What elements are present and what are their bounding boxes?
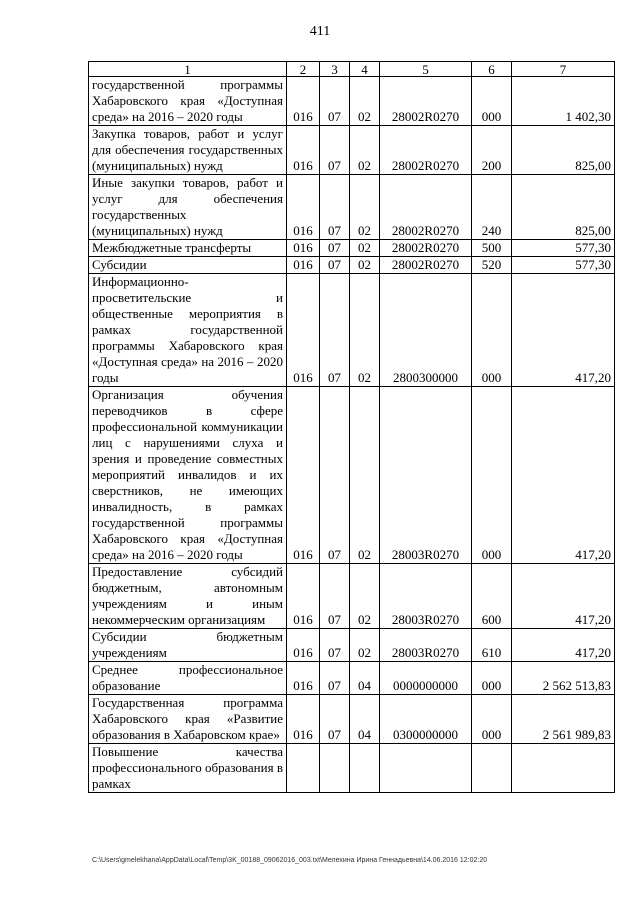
cell-subsection: 04	[350, 695, 380, 744]
cell-subsection: 02	[350, 240, 380, 257]
table-row	[89, 695, 615, 744]
cell-section	[320, 744, 350, 793]
cell-expense-type	[472, 744, 512, 793]
cell-amount	[512, 744, 615, 793]
table-row	[89, 629, 615, 662]
cell-ministry: 016	[287, 126, 320, 175]
cell-amount: 417,20	[512, 387, 615, 564]
cell-amount: 577,30	[512, 257, 615, 274]
row-name: Субсидии	[89, 257, 287, 274]
cell-subsection	[350, 744, 380, 793]
table-row	[89, 564, 615, 629]
row-name: Повышение качества профессионального образования в рамках	[89, 744, 287, 793]
page-number: 411	[309, 24, 331, 39]
column-header: 4	[350, 62, 380, 77]
row-name: Среднее профессиональное образование	[89, 662, 287, 695]
budget-table	[88, 61, 615, 793]
cell-target-article	[380, 744, 472, 793]
cell-subsection: 02	[350, 564, 380, 629]
table-row	[89, 257, 615, 274]
cell-amount: 825,00	[512, 126, 615, 175]
cell-ministry: 016	[287, 77, 320, 126]
table-row	[89, 662, 615, 695]
cell-ministry: 016	[287, 274, 320, 387]
cell-amount: 417,20	[512, 274, 615, 387]
cell-ministry: 016	[287, 240, 320, 257]
cell-section: 07	[320, 77, 350, 126]
column-header: 2	[287, 62, 320, 77]
table-row	[89, 744, 615, 793]
cell-section: 07	[320, 629, 350, 662]
cell-subsection: 02	[350, 629, 380, 662]
cell-subsection: 04	[350, 662, 380, 695]
table-row	[89, 240, 615, 257]
row-name: государственной программы Хабаровского края «Доступная среда» на 2016 – 2020 годы	[89, 77, 287, 126]
cell-expense-type: 000	[472, 77, 512, 126]
cell-target-article: 2800300000	[380, 274, 472, 387]
row-name: Государственная программа Хабаровского края «Развитие образования в Хабаровском крае»	[89, 695, 287, 744]
table-row	[89, 126, 615, 175]
cell-subsection: 02	[350, 387, 380, 564]
cell-ministry	[287, 744, 320, 793]
cell-amount: 2 562 513,83	[512, 662, 615, 695]
cell-subsection: 02	[350, 175, 380, 240]
cell-expense-type: 500	[472, 240, 512, 257]
cell-amount: 417,20	[512, 564, 615, 629]
header-row	[89, 62, 615, 77]
cell-target-article: 28002R0270	[380, 240, 472, 257]
cell-section: 07	[320, 126, 350, 175]
table-row	[89, 387, 615, 564]
cell-section: 07	[320, 175, 350, 240]
cell-ministry: 016	[287, 175, 320, 240]
row-name: Предоставление субсидий бюджетным, автономным учреждениям и иным некоммерческим организациям	[89, 564, 287, 629]
cell-section: 07	[320, 274, 350, 387]
cell-expense-type: 000	[472, 695, 512, 744]
cell-target-article: 0300000000	[380, 695, 472, 744]
cell-ministry: 016	[287, 387, 320, 564]
column-header: 1	[89, 62, 287, 77]
file-path-footer: C:\Users\gmelekhana\AppData\Local\Temp\3K_00188_09062016_003.txt\Мелехина Ирина Геннадьевна\14.06.2016 12:02:20	[92, 857, 488, 864]
table-row	[89, 274, 615, 387]
cell-amount: 825,00	[512, 175, 615, 240]
cell-target-article: 28003R0270	[380, 564, 472, 629]
cell-amount: 577,30	[512, 240, 615, 257]
column-header: 6	[472, 62, 512, 77]
table-row	[89, 175, 615, 240]
cell-section: 07	[320, 662, 350, 695]
cell-ministry: 016	[287, 629, 320, 662]
cell-ministry: 016	[287, 662, 320, 695]
cell-amount: 1 402,30	[512, 77, 615, 126]
cell-section: 07	[320, 387, 350, 564]
cell-subsection: 02	[350, 77, 380, 126]
table-row	[89, 77, 615, 126]
cell-ministry: 016	[287, 257, 320, 274]
cell-target-article: 28002R0270	[380, 126, 472, 175]
cell-target-article: 0000000000	[380, 662, 472, 695]
cell-target-article: 28002R0270	[380, 77, 472, 126]
cell-expense-type: 600	[472, 564, 512, 629]
column-header: 3	[320, 62, 350, 77]
column-header: 7	[512, 62, 615, 77]
cell-section: 07	[320, 564, 350, 629]
cell-amount: 2 561 989,83	[512, 695, 615, 744]
cell-expense-type: 240	[472, 175, 512, 240]
row-name: Межбюджетные трансферты	[89, 240, 287, 257]
cell-amount: 417,20	[512, 629, 615, 662]
row-name: Информационно-просветительские и общественные мероприятия в рамках государственной программы Хабаровского края «Доступная среда» на 2016 – 2020 годы	[89, 274, 287, 387]
cell-subsection: 02	[350, 257, 380, 274]
cell-expense-type: 000	[472, 662, 512, 695]
row-name: Субсидии бюджетным учреждениям	[89, 629, 287, 662]
column-header: 5	[380, 62, 472, 77]
cell-ministry: 016	[287, 695, 320, 744]
cell-expense-type: 520	[472, 257, 512, 274]
cell-section: 07	[320, 257, 350, 274]
cell-subsection: 02	[350, 274, 380, 387]
cell-section: 07	[320, 240, 350, 257]
cell-target-article: 28002R0270	[380, 175, 472, 240]
cell-target-article: 28003R0270	[380, 387, 472, 564]
cell-subsection: 02	[350, 126, 380, 175]
cell-section: 07	[320, 695, 350, 744]
cell-expense-type: 000	[472, 387, 512, 564]
cell-ministry: 016	[287, 564, 320, 629]
cell-target-article: 28003R0270	[380, 629, 472, 662]
cell-expense-type: 610	[472, 629, 512, 662]
row-name: Закупка товаров, работ и услуг для обеспечения государственных (муниципальных) нужд	[89, 126, 287, 175]
cell-target-article: 28002R0270	[380, 257, 472, 274]
row-name: Иные закупки товаров, работ и услуг для обеспечения государственных (муниципальных) нужд	[89, 175, 287, 240]
row-name: Организация обучения переводчиков в сфере профессиональной коммуникации лиц с нарушениями слуха и зрения и проведение совместных мероприятий инвалидов и их сверстников, не имеющих инвалидность, в рамках государственной программы Хабаровского края «Доступная среда» на 2016 – 2020 годы	[89, 387, 287, 564]
cell-expense-type: 200	[472, 126, 512, 175]
cell-expense-type: 000	[472, 274, 512, 387]
